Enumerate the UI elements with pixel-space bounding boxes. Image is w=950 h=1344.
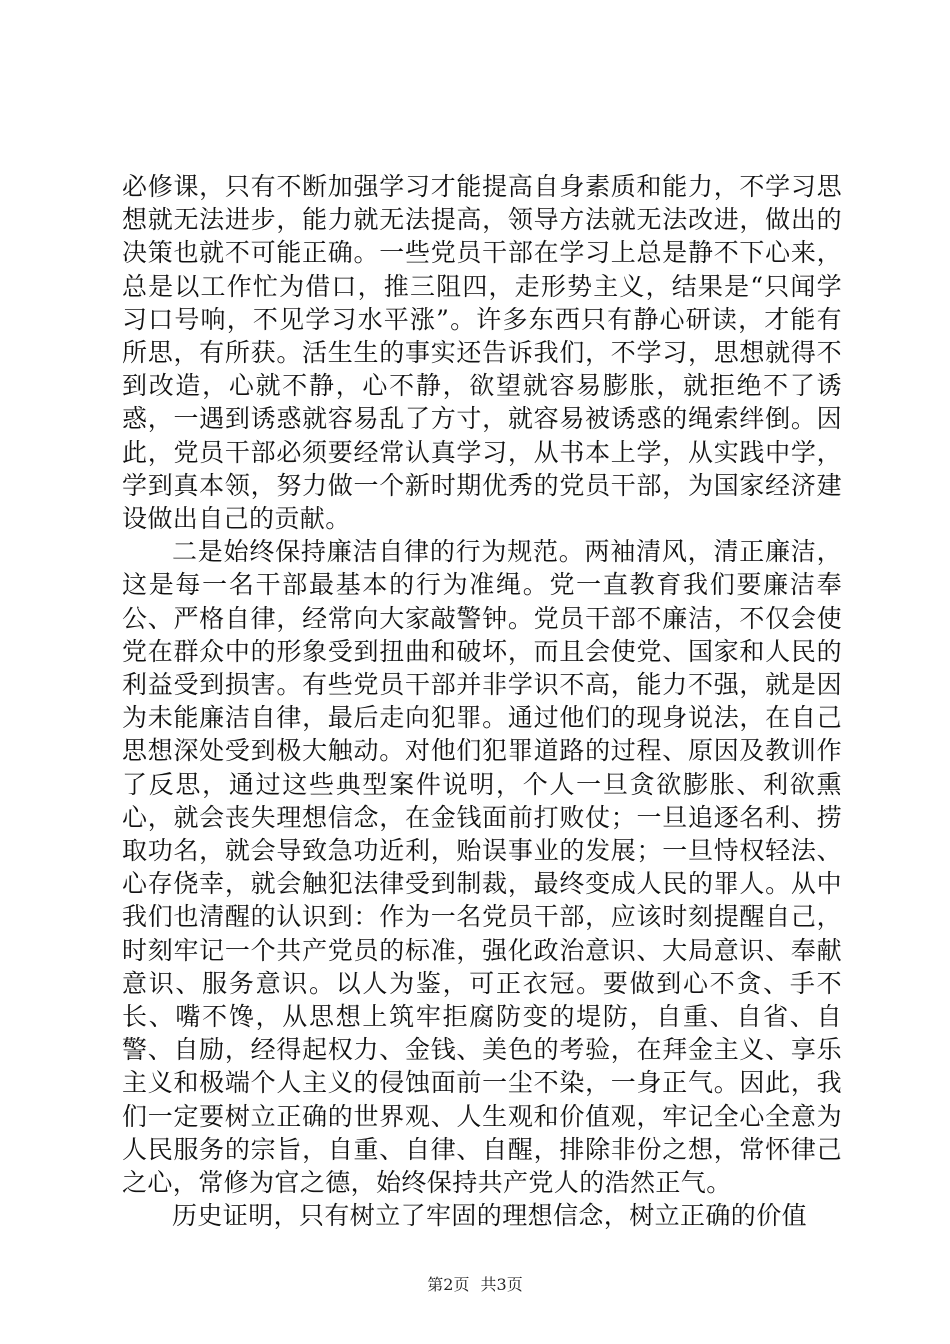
body-text — [122, 170, 842, 1233]
page-number: 第2页 — [427, 1275, 470, 1294]
paragraph-continued: 必修课，只有不断加强学习才能提高自身素质和能力，不学习思想就无法进步，能力就无法提高，领导方法就无法改进，做出的决策也就不可能正确。一些党员干部在学习上总是静不下心来，总是以工作忙为借口，推三阻四，走形势主义，结果是“只闻学习口号响，不见学习水平涨”。许多东西只有静心研读，才能有所思，有所获。活生生的事实还告诉我们，不学习，思想就得不到改造，心就不静，心不静，欲望就容易膨胀，就拒绝不了诱惑，一遇到诱惑就容易乱了方寸，就容易被诱惑的绳索绊倒。因此，党员干部必须要经常认真学习，从书本上学，从实践中学，学到真本领，努力做一个新时期优秀的党员干部，为国家经济建设做出自己的贡献。 — [122, 172, 842, 534]
page-footer — [0, 1272, 950, 1295]
page-total: 共3页 — [480, 1275, 523, 1294]
paragraph-history: 历史证明，只有树立了牢固的理想信念，树立正确的价值 — [172, 1201, 808, 1231]
paragraph-integrity: 二是始终保持廉洁自律的行为规范。两袖清风，清正廉洁，这是每一名干部最基本的行为准绳。党一直教育我们要廉洁奉公、严格自律，经常向大家敲警钟。党员干部不廉洁，不仅会使党在群众中的形象受到扭曲和破坏，而且会使党、国家和人民的利益受到损害。有些党员干部并非学识不高，能力不强，就是因为未能廉洁自律，最后走向犯罪。通过他们的现身说法，在自己思想深处受到极大触动。对他们犯罪道路的过程、原因及教训作了反思，通过这些典型案件说明，个人一旦贪欲膨胀、利欲熏心，就会丧失理想信念，在金钱面前打败仗；一旦追逐名利、捞取功名，就会导致急功近利，贻误事业的发展；一旦恃权轻法、心存侥幸，就会触犯法律受到制裁，最终变成人民的罪人。从中我们也清醒的认识到：作为一名党员干部，应该时刻提醒自己，时刻牢记一个共产党员的标准，强化政治意识、大局意识、奉献意识、服务意识。以人为鉴，可正衣冠。要做到心不贪、手不长、嘴不馋，从思想上筑牢拒腐防变的堤防，自重、自省、自警、自励，经得起权力、金钱、美色的考验，在拜金主义、享乐主义和极端个人主义的侵蚀面前一尘不染，一身正气。因此，我们一定要树立正确的世界观、人生观和价值观，牢记全心全意为人民服务的宗旨，自重、自律、自醒，排除非份之想，常怀律己之心，常修为官之德，始终保持共产党人的浩然正气。 — [122, 537, 842, 1198]
